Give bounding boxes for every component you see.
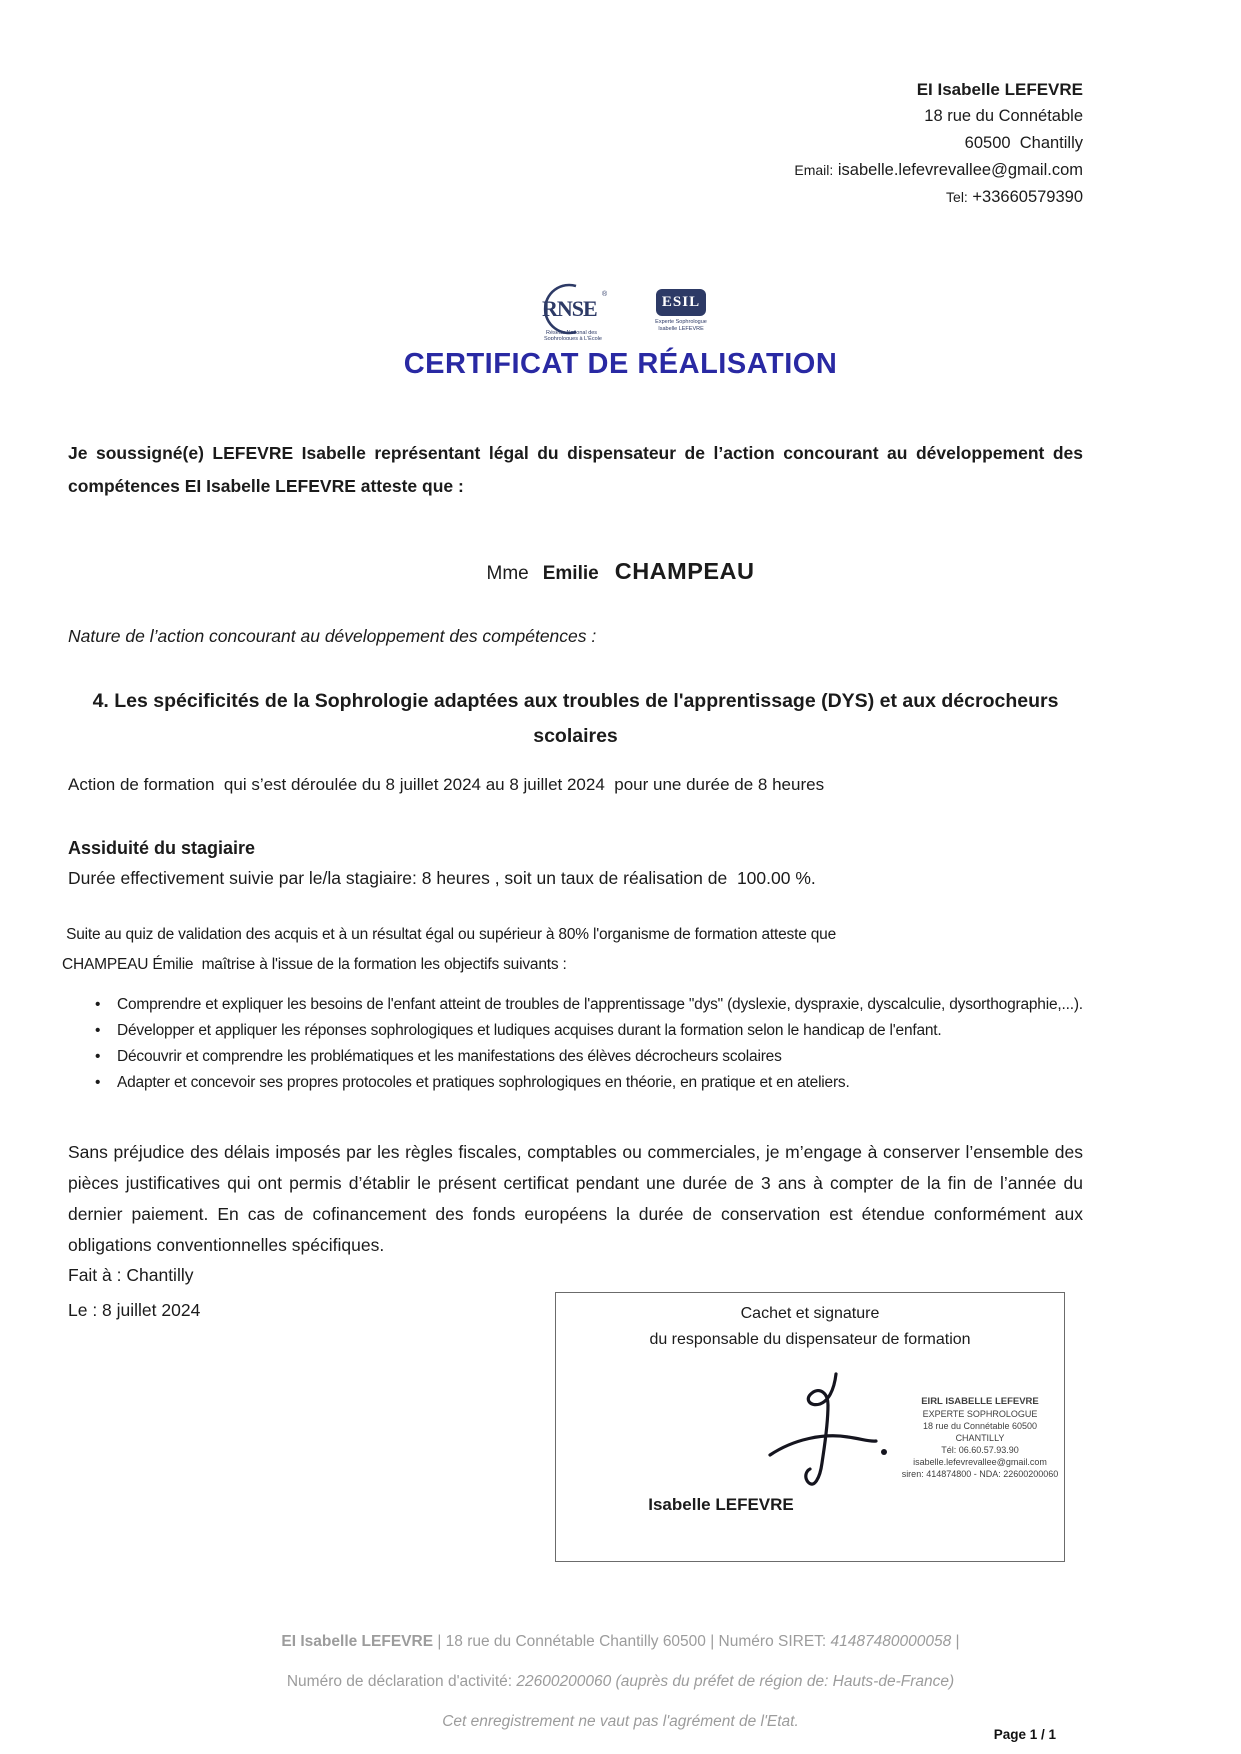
stamp-line1: EIRL ISABELLE LEFEVRE — [921, 1396, 1039, 1407]
tel-label: Tel: — [946, 189, 968, 205]
action-line: Action de formation qui s’est déroulée du 8 juillet 2024 au 8 juillet 2024 pour une durée de 8 heures — [68, 775, 825, 794]
signature-box — [555, 1292, 1065, 1562]
issuer-tel-line — [794, 184, 1083, 211]
retention-engagement-paragraph: Sans préjudice des délais imposés par les règles fiscales, comptables ou commerciales, je m’engage à conserver l’ensemble des pièces justificatives qui ont permis d’établir le présent certificat pendant une durée de 3 ans à compter de la fin de l’année du dernier paiement. En cas de cofinancement des fonds européens la durée de conservation est étendue conformément aux obligations conventionnelles spécifiques. — [68, 1142, 1083, 1255]
rnse-registered-mark: ® — [602, 291, 608, 298]
issuer-address-line1: 18 rue du Connétable — [924, 107, 1083, 125]
objective-text: Comprendre et expliquer les besoins de l'enfant atteint de troubles de l'apprentissage "dys" (dyslexie, dyspraxie, dyscalculie, dysorthographie,...). — [117, 996, 1083, 1013]
issuer-address-line2: 60500 Chantilly — [964, 134, 1083, 152]
objectives-list — [95, 992, 1085, 1096]
rnse-logo-icon — [520, 282, 615, 340]
esil-caption-line1: Experte Sophrologue — [655, 319, 707, 325]
footer-nda-value: 22600200060 (auprès du préfet de région de: Hauts-de-France) — [516, 1673, 955, 1690]
trainee-prefix: Mme — [486, 563, 529, 584]
issuer-tel: +33660579390 — [972, 188, 1083, 206]
bullet-icon: • — [95, 1074, 101, 1091]
bullet-icon: • — [95, 1048, 101, 1065]
objective-text: Adapter et concevoir ses propres protocoles et pratiques sophrologiques en théorie, en pratique et en ateliers. — [117, 1074, 850, 1091]
issuer-contact-block — [794, 76, 1083, 211]
footer-line1 — [0, 1622, 1241, 1662]
certificate-title: CERTIFICAT DE RÉALISATION — [403, 348, 838, 380]
issuer-email-line — [794, 157, 1083, 184]
esil-badge-icon — [656, 289, 706, 316]
assiduite-heading: Assiduité du stagiaire — [68, 838, 256, 858]
company-stamp — [898, 1396, 1062, 1480]
stamp-line5: isabelle.lefevrevallee@gmail.com — [913, 1457, 1047, 1467]
handwritten-signature — [764, 1371, 909, 1496]
esil-caption — [641, 319, 721, 333]
rnse-acronym: RNSE — [542, 296, 597, 321]
objective-text: Découvrir et comprendre les problématiques et les manifestations des élèves décrocheurs scolaires — [117, 1048, 782, 1065]
duration-line: Durée effectivement suivie par le/la stagiaire: 8 heures , soit un taux de réalisation de 100.00 %. — [68, 868, 816, 888]
date-line: Le : 8 juillet 2024 — [68, 1300, 201, 1320]
stamp-line2: EXPERTE SOPHROLOGUE — [922, 1409, 1038, 1419]
esil-logo — [641, 289, 721, 333]
stamp-line4: Tél: 06.60.57.93.90 — [941, 1445, 1019, 1455]
esil-caption-line2: Isabelle LEFEVRE — [658, 325, 704, 332]
esil-acronym: ESIL — [661, 294, 701, 310]
course-title: 4. Les spécificités de la Sophrologie adaptées aux troubles de l'apprentissage (DYS) et aux décrocheurs scolaires — [92, 690, 1059, 747]
stamp-line3: 18 rue du Connétable 60500 CHANTILLY — [922, 1421, 1038, 1443]
trainee-first-name: Emilie — [542, 563, 599, 584]
attestation-intro: Je soussigné(e) LEFEVRE Isabelle représentant légal du dispensateur de l’action concourant au développement des compétences EI Isabelle LEFEVRE atteste que : — [68, 443, 1083, 496]
footer-company: EI Isabelle LEFEVRE — [281, 1633, 434, 1650]
quiz-line1: Suite au quiz de validation des acquis et à un résultat égal ou supérieur à 80% l'organisme de formation atteste que — [62, 926, 837, 943]
bullet-icon: • — [95, 996, 101, 1013]
objective-item — [95, 1044, 1085, 1070]
page-number-label: Page 1 / 1 — [993, 1727, 1056, 1742]
issuer-name: EI Isabelle LEFEVRE — [916, 80, 1083, 99]
bullet-icon: • — [95, 1022, 101, 1039]
footer-address-siret: | 18 rue du Connétable Chantilly 60500 | Numéro SIRET: — [433, 1633, 831, 1650]
issuer-email: isabelle.lefevrevallee@gmail.com — [837, 161, 1083, 179]
trainee-last-name: CHAMPEAU — [614, 558, 755, 584]
footer-nda-label: Numéro de déclaration d'activité: — [286, 1673, 517, 1690]
quiz-line2: CHAMPEAU Émilie maîtrise à l'issue de la formation les objectifs suivants : — [62, 956, 567, 973]
objective-text: Développer et appliquer les réponses sophrologiques et ludiques acquises durant la formation selon le handicap de l'enfant. — [117, 1022, 942, 1039]
email-label: Email: — [794, 162, 834, 178]
footer-line3: Cet enregistrement ne vaut pas l'agrément de l'Etat. — [442, 1713, 799, 1730]
objective-item — [95, 992, 1085, 1018]
rnse-caption-line2: Sophrologues à L'École — [544, 336, 602, 340]
logos-row — [0, 282, 1241, 340]
stamp-line6: siren: 414874800 - NDA: 22600200060 — [901, 1469, 1059, 1479]
footer-line2 — [0, 1662, 1241, 1702]
nature-line: Nature de l’action concourant au développement des compétences : — [68, 626, 597, 646]
signature-box-caption1: Cachet et signature — [740, 1305, 880, 1322]
rnse-logo — [520, 282, 615, 340]
quiz-statement — [62, 920, 1092, 980]
signer-name: Isabelle LEFEVRE — [648, 1495, 794, 1514]
rnse-caption-line1: Réseau National des — [546, 330, 598, 336]
objective-item — [95, 1070, 1085, 1096]
footer-line1-end: | — [951, 1633, 960, 1650]
objective-item — [95, 1018, 1085, 1044]
page-footer — [0, 1622, 1241, 1742]
footer-siret-number: 41487480000058 — [830, 1633, 952, 1650]
trainee-name-line — [0, 558, 1241, 585]
place-line: Fait à : Chantilly — [68, 1265, 194, 1285]
signature-box-caption2: du responsable du dispensateur de formation — [649, 1331, 971, 1348]
